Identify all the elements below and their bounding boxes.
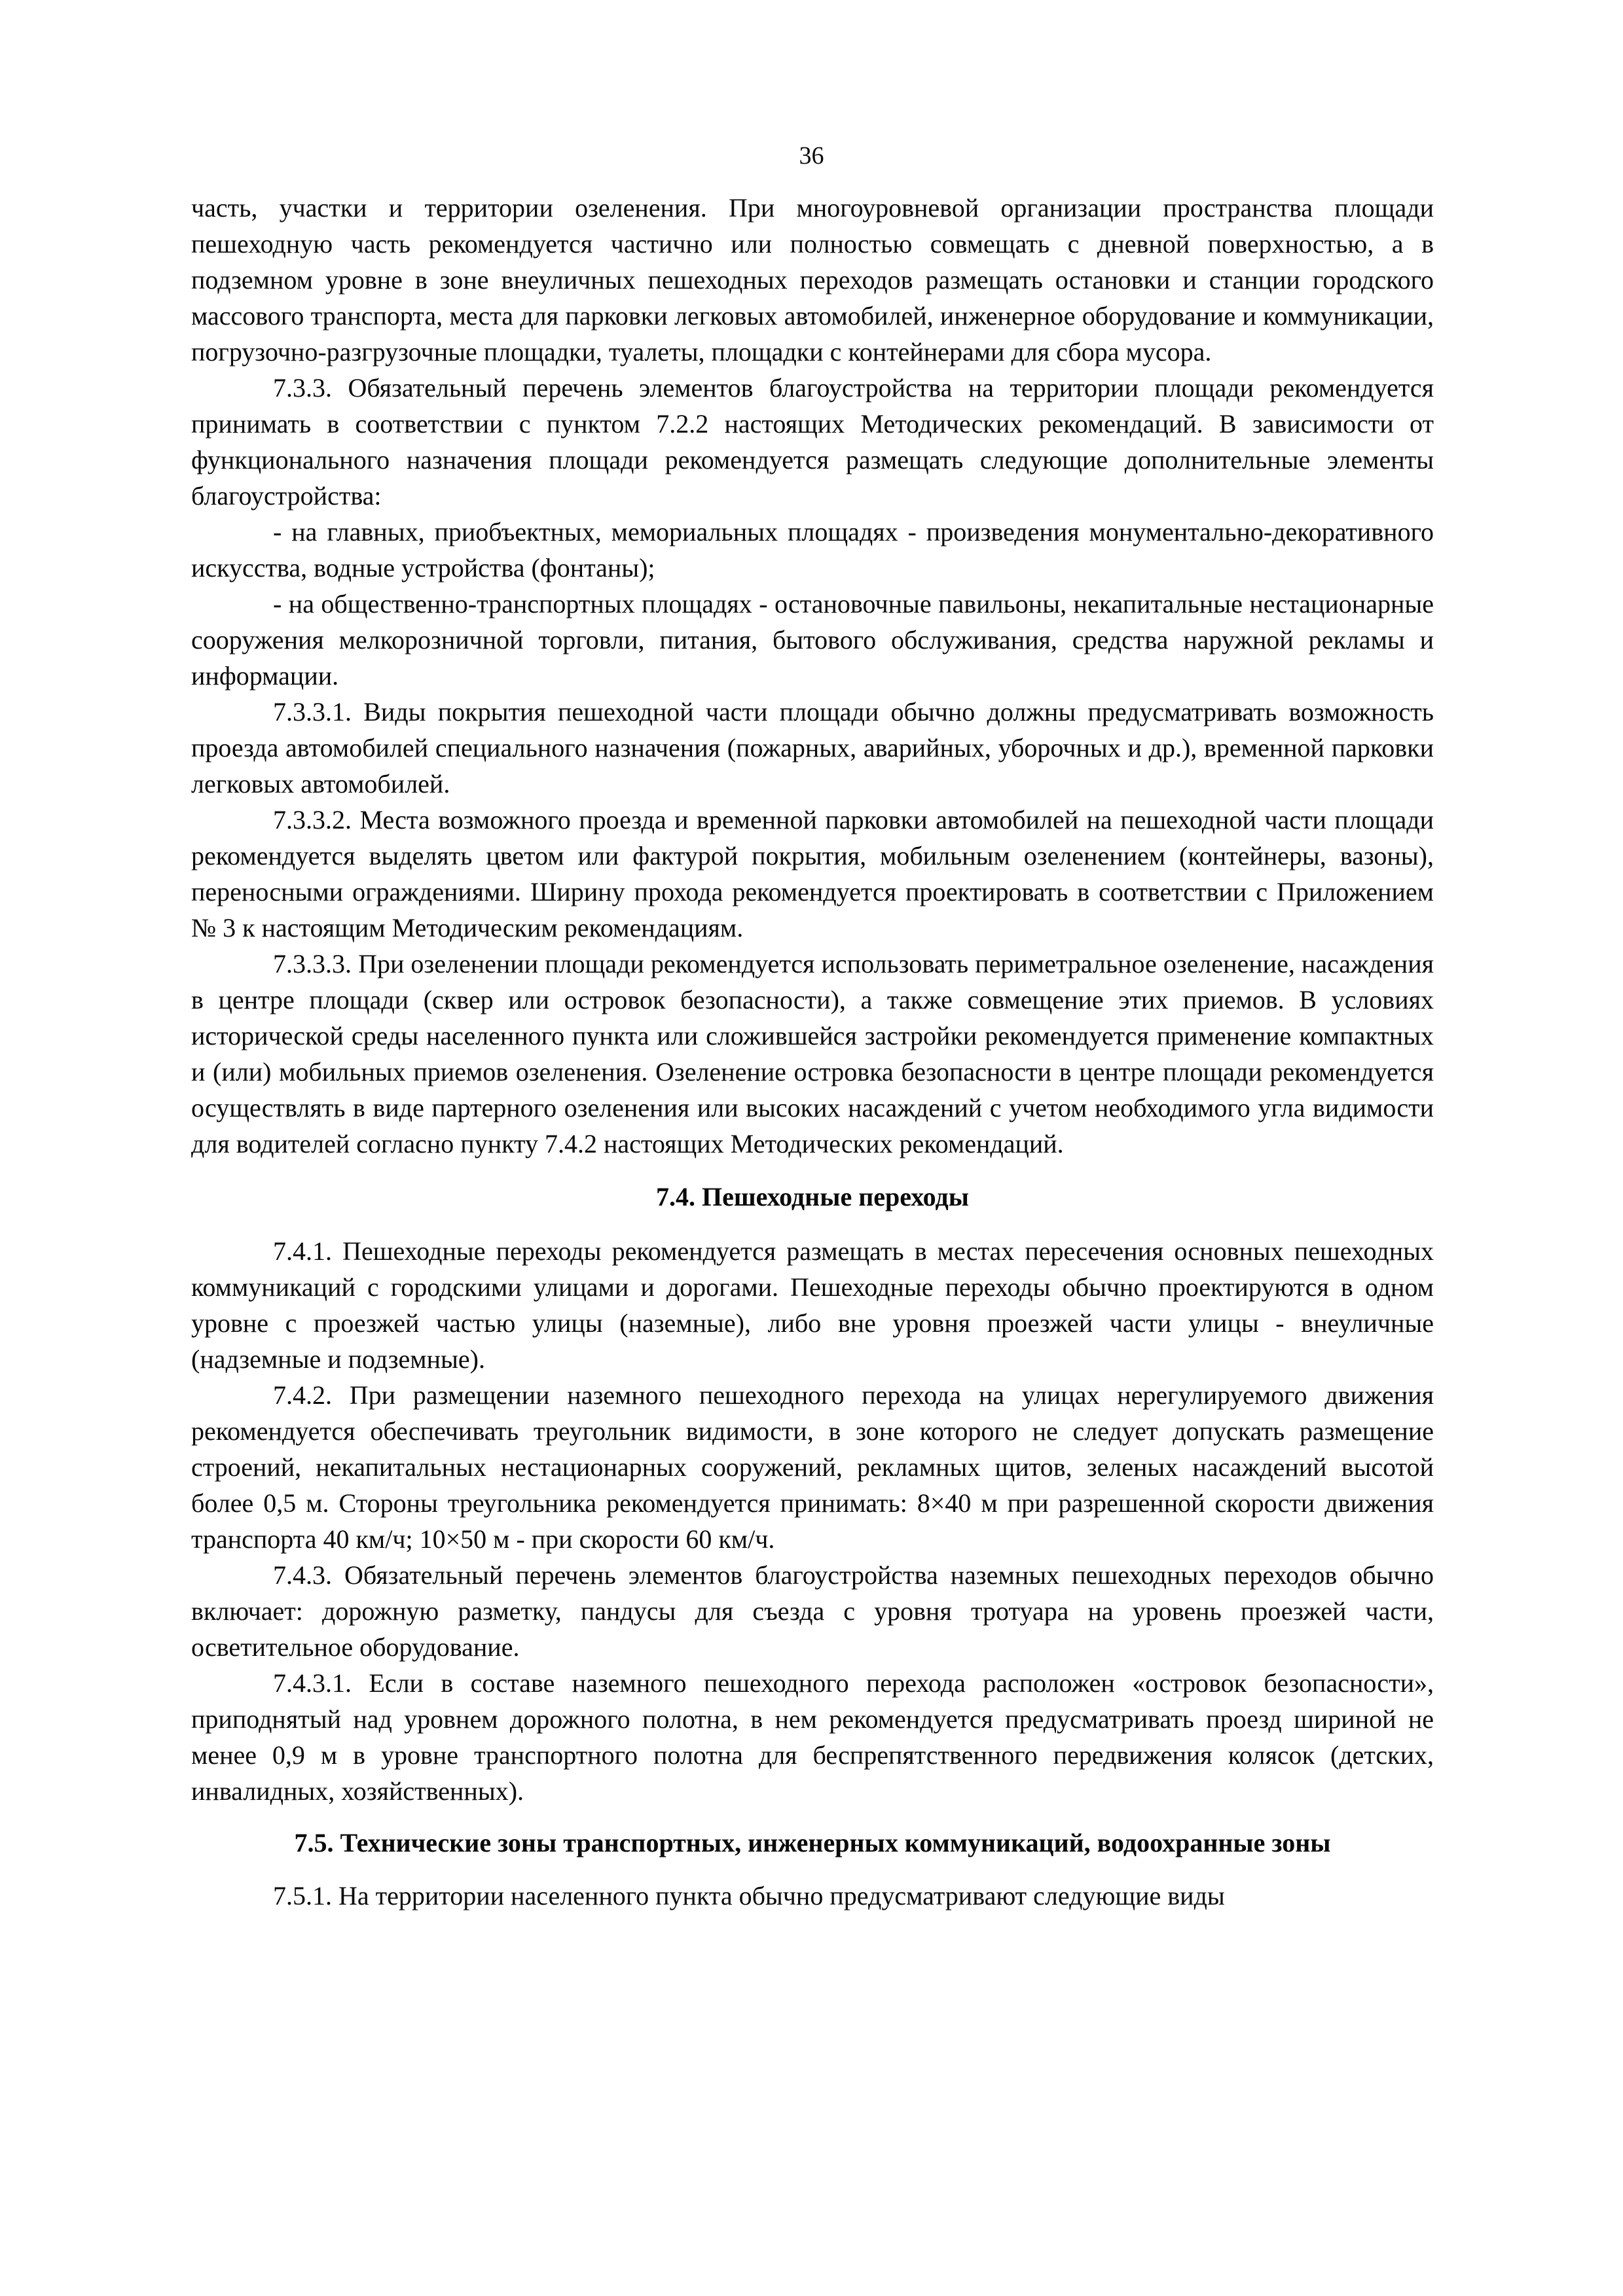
paragraph-7-4-3: 7.4.3. Обязательный перечень элементов благоустройства наземных пешеходных переходов обычно включает: дорожную разметку, пандусы для съезда с уровня тротуара на уровень проезжей части, осветительное оборудование. xyxy=(191,1560,1434,1662)
paragraph-7-3-3: 7.3.3. Обязательный перечень элементов благоустройства на территории площади рекомендуется принимать в соответствии с пунктом 7.2.2 настоящих Методических рекомендаций. В зависимости от функционального назначения площади рекомендуется размещать следующие дополнительные элементы благоустройства: xyxy=(191,373,1434,511)
paragraph-intro: часть, участки и территории озеленения. При многоуровневой организации пространства площади пешеходную часть рекомендуется частично или полностью совмещать с дневной поверхностью, а в подземном уровне в зоне внеуличных пешеходных переходов размещать остановки и станции городского массового транспорта, места для парковки легковых автомобилей, инженерное оборудование и коммуникации, погрузочно-разгрузочные площадки, туалеты, площадки с контейнерами для сбора мусора. xyxy=(191,193,1434,367)
paragraph-7-3-3-1: 7.3.3.1. Виды покрытия пешеходной части площади обычно должны предусматривать возможность проезда автомобилей специального назначения (пожарных, аварийных, уборочных и др.), временной парковки легковых автомобилей. xyxy=(191,697,1434,798)
section-heading-7-5: 7.5. Технические зоны транспортных, инженерных коммуникаций, водоохранные зоны xyxy=(294,1828,1331,1857)
paragraph-7-4-1: 7.4.1. Пешеходные переходы рекомендуется размещать в местах пересечения основных пешеходных коммуникаций с городскими улицами и дорогами. Пешеходные переходы обычно проектируются в одном уровне с проезжей частью улицы (наземные), либо вне уровня проезжей части улицы - внеуличные (надземные и подземные). xyxy=(191,1236,1434,1374)
paragraph-7-3-3-3: 7.3.3.3. При озеленении площади рекомендуется использовать периметральное озеленение, насаждения в центре площади (сквер или островок безопасности), а также совмещение этих приемов. В условиях исторической среды населенного пункта или сложившейся застройки рекомендуется применение компактных и (или) мобильных приемов озеленения. Озеленение островка безопасности в центре площади рекомендуется осуществлять в виде партерного озеленения или высоких насаждений с учетом необходимого угла видимости для водителей согласно пункту 7.4.2 настоящих Методических рекомендаций. xyxy=(191,949,1434,1158)
paragraph-7-4-2: 7.4.2. При размещении наземного пешеходного перехода на улицах нерегулируемого движения рекомендуется обеспечивать треугольник видимости, в зоне которого не следует допускать размещение строений, некапитальных нестационарных сооружений, рекламных щитов, зеленых насаждений высотой более 0,5 м. Стороны треугольника рекомендуется принимать: 8×40 м при разрешенной скорости движения транспорта 40 км/ч; 10×50 м - при скорости 60 км/ч. xyxy=(191,1380,1434,1554)
section-heading-7-4: 7.4. Пешеходные переходы xyxy=(656,1182,969,1211)
paragraph-7-3-3-2: 7.3.3.2. Места возможного проезда и временной парковки автомобилей на пешеходной части площади рекомендуется выделять цветом или фактурой покрытия, мобильным озеленением (контейнеры, вазоны), переносными ограждениями. Ширину прохода рекомендуется проектировать в соответствии с Приложением № 3 к настоящим Методическим рекомендациям. xyxy=(191,805,1434,942)
document-body xyxy=(191,190,1434,1914)
page-number: 36 xyxy=(799,142,824,170)
list-item-transport-squares: - на общественно-транспортных площадях - остановочные павильоны, некапитальные нестационарные сооружения мелкорозничной торговли, питания, бытового обслуживания, средства наружной рекламы и информации. xyxy=(191,589,1434,691)
paragraph-7-5-1: 7.5.1. На территории населенного пункта обычно предусматривают следующие виды xyxy=(273,1881,1225,1910)
list-item-main-squares: - на главных, приобъектных, мемориальных площадях - произведения монументально-декоративного искусства, водные устройства (фонтаны); xyxy=(191,517,1434,583)
paragraph-7-4-3-1: 7.4.3.1. Если в составе наземного пешеходного перехода расположен «островок безопасности», приподнятый над уровнем дорожного полотна, в нем рекомендуется предусматривать проезд шириной не менее 0,9 м в уровне транспортного полотна для беспрепятственного передвижения колясок (детских, инвалидных, хозяйственных). xyxy=(191,1668,1434,1806)
